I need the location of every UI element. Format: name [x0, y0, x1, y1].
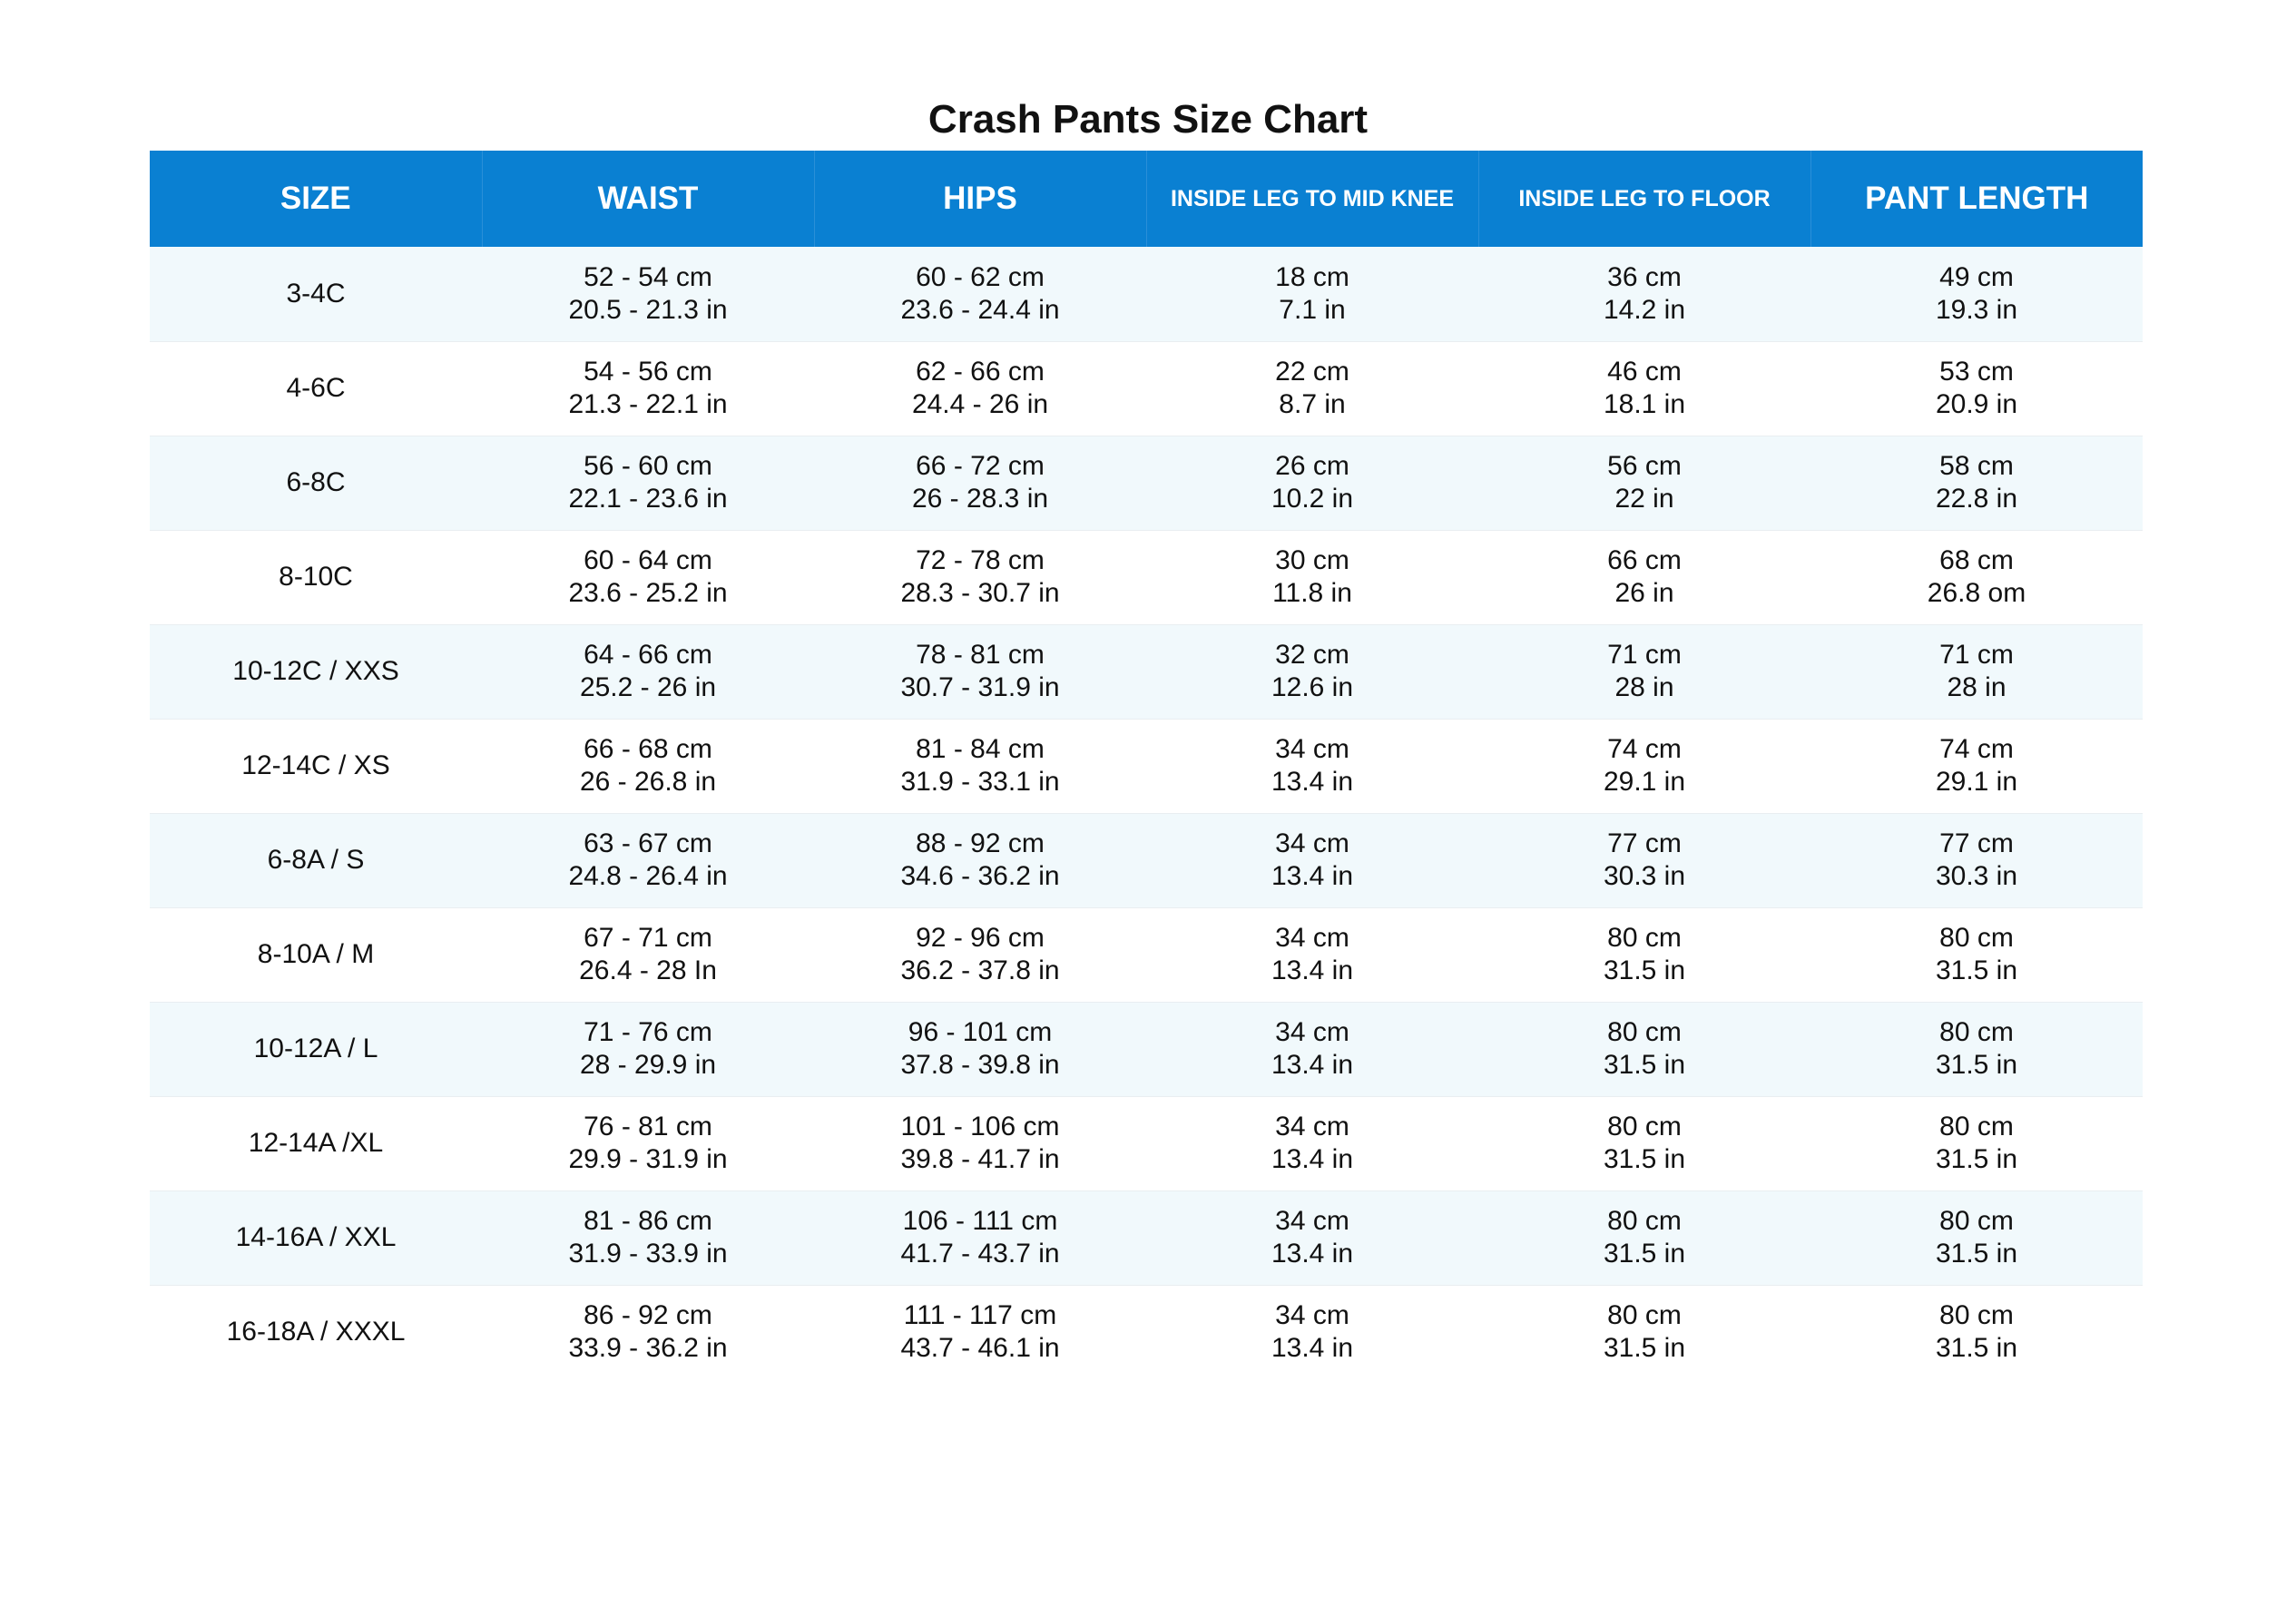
metric-value: 86 - 92 cm: [584, 1300, 712, 1331]
metric-value: 81 - 84 cm: [916, 734, 1045, 764]
imperial-value: 29.1 in: [1603, 767, 1686, 797]
table-row: [150, 1285, 2143, 1379]
metric-value: 32 cm: [1275, 640, 1349, 670]
imperial-value: 31.5 in: [1935, 1239, 2018, 1269]
cell-size: 12-14A /XL: [150, 1096, 482, 1190]
metric-value: 30 cm: [1275, 545, 1349, 575]
metric-value: 80 cm: [1607, 923, 1682, 953]
cell-size: 6-8A / S: [150, 813, 482, 907]
metric-value: 74 cm: [1607, 734, 1682, 764]
cell-pant-length: [1810, 813, 2143, 907]
metric-value: 78 - 81 cm: [916, 640, 1045, 670]
cell-pant-length: [1810, 341, 2143, 436]
cell-hips: [814, 247, 1146, 341]
cell-inside-leg-floor: [1478, 530, 1810, 624]
metric-value: 80 cm: [1939, 1112, 2014, 1141]
imperial-value: 28 in: [1614, 672, 1674, 702]
cell-inside-leg-floor: [1478, 436, 1810, 530]
metric-value: 58 cm: [1939, 451, 2014, 481]
cell-inside-leg-mid-knee: [1146, 247, 1478, 341]
cell-pant-length: [1810, 1096, 2143, 1190]
metric-value: 53 cm: [1939, 357, 2014, 387]
cell-waist: [482, 1002, 814, 1096]
imperial-value: 31.5 in: [1603, 955, 1686, 985]
imperial-value: 20.9 in: [1935, 389, 2018, 419]
imperial-value: 41.7 - 43.7 in: [900, 1239, 1060, 1269]
imperial-value: 33.9 - 36.2 in: [568, 1333, 728, 1364]
cell-pant-length: [1810, 1190, 2143, 1285]
metric-value: 34 cm: [1275, 923, 1349, 953]
imperial-value: 13.4 in: [1271, 767, 1354, 797]
imperial-value: 13.4 in: [1271, 861, 1354, 891]
imperial-value: 31.5 in: [1935, 1144, 2018, 1174]
cell-hips: [814, 436, 1146, 530]
metric-value: 80 cm: [1939, 1017, 2014, 1047]
cell-hips: [814, 1002, 1146, 1096]
metric-value: 34 cm: [1275, 1112, 1349, 1141]
imperial-value: 36.2 - 37.8 in: [900, 955, 1060, 985]
imperial-value: 24.4 - 26 in: [911, 389, 1049, 419]
header-inside-leg-floor: INSIDE LEG TO FLOOR: [1478, 151, 1810, 247]
cell-inside-leg-floor: [1478, 813, 1810, 907]
imperial-value: 29.1 in: [1935, 767, 2018, 797]
metric-value: 81 - 86 cm: [584, 1206, 712, 1236]
imperial-value: 23.6 - 25.2 in: [568, 578, 728, 608]
imperial-value: 26 - 28.3 in: [911, 484, 1049, 514]
table-row: [150, 624, 2143, 719]
metric-value: 60 - 62 cm: [916, 261, 1045, 292]
table-row: [150, 719, 2143, 813]
metric-value: 77 cm: [1607, 828, 1682, 858]
header-waist: WAIST: [482, 151, 814, 247]
imperial-value: 39.8 - 41.7 in: [900, 1144, 1060, 1174]
metric-value: 74 cm: [1939, 734, 2014, 764]
cell-waist: [482, 1190, 814, 1285]
imperial-value: 13.4 in: [1271, 1050, 1354, 1080]
metric-value: 56 cm: [1607, 451, 1682, 481]
imperial-value: 12.6 in: [1271, 672, 1354, 702]
metric-value: 106 - 111 cm: [902, 1206, 1058, 1236]
table-row: [150, 1096, 2143, 1190]
table-row: [150, 1190, 2143, 1285]
metric-value: 66 - 68 cm: [584, 734, 712, 764]
imperial-value: 26.4 - 28 In: [579, 955, 717, 985]
cell-waist: [482, 907, 814, 1002]
header-row: [150, 151, 2143, 247]
imperial-value: 28 in: [1947, 672, 2007, 702]
cell-inside-leg-mid-knee: [1146, 1285, 1478, 1379]
imperial-value: 10.2 in: [1271, 484, 1354, 514]
imperial-value: 23.6 - 24.4 in: [900, 294, 1060, 325]
cell-hips: [814, 624, 1146, 719]
metric-value: 80 cm: [1607, 1206, 1682, 1236]
table-row: [150, 341, 2143, 436]
metric-value: 71 cm: [1939, 640, 2014, 670]
metric-value: 34 cm: [1275, 1206, 1349, 1236]
cell-inside-leg-floor: [1478, 1096, 1810, 1190]
cell-pant-length: [1810, 530, 2143, 624]
metric-value: 96 - 101 cm: [908, 1017, 1053, 1047]
header-pant-length: PANT LENGTH: [1810, 151, 2143, 247]
metric-value: 46 cm: [1607, 357, 1682, 387]
metric-value: 36 cm: [1607, 261, 1682, 292]
table-row: [150, 907, 2143, 1002]
header-hips: HIPS: [814, 151, 1146, 247]
cell-waist: [482, 341, 814, 436]
metric-value: 18 cm: [1275, 261, 1349, 292]
metric-value: 54 - 56 cm: [584, 357, 712, 387]
imperial-value: 34.6 - 36.2 in: [900, 861, 1060, 891]
imperial-value: 22 in: [1614, 484, 1674, 514]
metric-value: 77 cm: [1939, 828, 2014, 858]
cell-size: 4-6C: [150, 341, 482, 436]
table-row: [150, 247, 2143, 341]
metric-value: 101 - 106 cm: [900, 1112, 1060, 1141]
imperial-value: 22.1 - 23.6 in: [568, 484, 728, 514]
imperial-value: 31.5 in: [1603, 1239, 1686, 1269]
cell-size: 10-12C / XXS: [150, 624, 482, 719]
cell-inside-leg-floor: [1478, 907, 1810, 1002]
cell-size: 10-12A / L: [150, 1002, 482, 1096]
cell-waist: [482, 1096, 814, 1190]
imperial-value: 13.4 in: [1271, 1239, 1354, 1269]
cell-pant-length: [1810, 907, 2143, 1002]
imperial-value: 20.5 - 21.3 in: [568, 294, 728, 325]
cell-hips: [814, 530, 1146, 624]
imperial-value: 7.1 in: [1279, 294, 1346, 325]
cell-inside-leg-floor: [1478, 624, 1810, 719]
cell-size: 14-16A / XXL: [150, 1190, 482, 1285]
cell-inside-leg-mid-knee: [1146, 436, 1478, 530]
metric-value: 22 cm: [1275, 357, 1349, 387]
imperial-value: 14.2 in: [1603, 294, 1686, 325]
metric-value: 72 - 78 cm: [916, 545, 1045, 575]
cell-waist: [482, 530, 814, 624]
page-title: Crash Pants Size Chart: [927, 97, 1369, 142]
header-inside-leg-mid-knee: INSIDE LEG TO MID KNEE: [1146, 151, 1478, 247]
metric-value: 34 cm: [1275, 1300, 1349, 1331]
imperial-value: 31.5 in: [1935, 955, 2018, 985]
imperial-value: 13.4 in: [1271, 955, 1354, 985]
cell-pant-length: [1810, 719, 2143, 813]
metric-value: 68 cm: [1939, 545, 2014, 575]
table-row: [150, 530, 2143, 624]
cell-inside-leg-floor: [1478, 1190, 1810, 1285]
cell-inside-leg-floor: [1478, 341, 1810, 436]
imperial-value: 31.5 in: [1935, 1050, 2018, 1080]
cell-inside-leg-mid-knee: [1146, 813, 1478, 907]
cell-inside-leg-mid-knee: [1146, 719, 1478, 813]
imperial-value: 25.2 - 26 in: [579, 672, 717, 702]
cell-inside-leg-floor: [1478, 1002, 1810, 1096]
imperial-value: 31.9 - 33.1 in: [900, 767, 1060, 797]
imperial-value: 31.5 in: [1603, 1144, 1686, 1174]
table-row: [150, 813, 2143, 907]
metric-value: 56 - 60 cm: [584, 451, 712, 481]
metric-value: 67 - 71 cm: [584, 923, 712, 953]
cell-inside-leg-floor: [1478, 1285, 1810, 1379]
metric-value: 26 cm: [1275, 451, 1349, 481]
imperial-value: 30.3 in: [1603, 861, 1686, 891]
imperial-value: 31.5 in: [1935, 1333, 2018, 1364]
cell-waist: [482, 813, 814, 907]
imperial-value: 37.8 - 39.8 in: [900, 1050, 1060, 1080]
imperial-value: 31.9 - 33.9 in: [568, 1239, 728, 1269]
cell-size: 16-18A / XXXL: [226, 1317, 406, 1347]
table-row: [150, 436, 2143, 530]
cell-waist: [482, 247, 814, 341]
metric-value: 80 cm: [1607, 1017, 1682, 1047]
imperial-value: 30.7 - 31.9 in: [900, 672, 1060, 702]
imperial-value: 28.3 - 30.7 in: [900, 578, 1060, 608]
metric-value: 60 - 64 cm: [584, 545, 712, 575]
metric-value: 71 - 76 cm: [584, 1017, 712, 1047]
cell-size: 8-10C: [150, 530, 482, 624]
cell-waist: [482, 719, 814, 813]
imperial-value: 13.4 in: [1271, 1333, 1354, 1364]
cell-pant-length: [1810, 624, 2143, 719]
cell-inside-leg-mid-knee: [1146, 341, 1478, 436]
metric-value: 66 - 72 cm: [916, 451, 1045, 481]
imperial-value: 24.8 - 26.4 in: [568, 861, 728, 891]
imperial-value: 8.7 in: [1279, 389, 1346, 419]
imperial-value: 19.3 in: [1935, 294, 2018, 325]
header-size: SIZE: [150, 151, 482, 247]
cell-hips: [814, 907, 1146, 1002]
cell-inside-leg-mid-knee: [1146, 1002, 1478, 1096]
metric-value: 80 cm: [1939, 1206, 2014, 1236]
metric-value: 80 cm: [1607, 1112, 1682, 1141]
imperial-value: 31.5 in: [1603, 1333, 1686, 1364]
cell-hips: [814, 1285, 1146, 1379]
cell-size: 6-8C: [150, 436, 482, 530]
table-row: [150, 1002, 2143, 1096]
cell-inside-leg-mid-knee: [1146, 1190, 1478, 1285]
metric-value: 66 cm: [1607, 545, 1682, 575]
imperial-value: 18.1 in: [1603, 389, 1686, 419]
cell-hips: [814, 719, 1146, 813]
metric-value: 63 - 67 cm: [584, 828, 712, 858]
metric-value: 111 - 117 cm: [903, 1300, 1057, 1331]
cell-waist: [482, 1285, 814, 1379]
metric-value: 80 cm: [1939, 1300, 2014, 1331]
imperial-value: 26 in: [1614, 578, 1674, 608]
cell-pant-length: [1810, 1285, 2143, 1379]
metric-value: 76 - 81 cm: [584, 1112, 712, 1141]
metric-value: 92 - 96 cm: [916, 923, 1045, 953]
metric-value: 34 cm: [1275, 828, 1349, 858]
metric-value: 52 - 54 cm: [584, 261, 712, 292]
metric-value: 64 - 66 cm: [584, 640, 712, 670]
metric-value: 49 cm: [1939, 261, 2014, 292]
imperial-value: 30.3 in: [1935, 861, 2018, 891]
size-chart-table: [150, 151, 2143, 1379]
metric-value: 34 cm: [1275, 734, 1349, 764]
cell-inside-leg-floor: [1478, 247, 1810, 341]
imperial-value: 28 - 29.9 in: [579, 1050, 717, 1080]
metric-value: 88 - 92 cm: [916, 828, 1045, 858]
cell-inside-leg-mid-knee: [1146, 907, 1478, 1002]
cell-inside-leg-mid-knee: [1146, 530, 1478, 624]
cell-waist: [482, 624, 814, 719]
cell-inside-leg-mid-knee: [1146, 1096, 1478, 1190]
imperial-value: 26.8 om: [1927, 578, 2026, 608]
cell-pant-length: [1810, 436, 2143, 530]
imperial-value: 11.8 in: [1272, 578, 1352, 608]
metric-value: 80 cm: [1607, 1300, 1682, 1331]
cell-hips: [814, 1190, 1146, 1285]
cell-waist: [482, 436, 814, 530]
cell-hips: [814, 813, 1146, 907]
metric-value: 34 cm: [1275, 1017, 1349, 1047]
cell-pant-length: [1810, 247, 2143, 341]
cell-inside-leg-floor: [1478, 719, 1810, 813]
cell-pant-length: [1810, 1002, 2143, 1096]
imperial-value: 31.5 in: [1603, 1050, 1686, 1080]
cell-size: 8-10A / M: [150, 907, 482, 1002]
imperial-value: 29.9 - 31.9 in: [568, 1144, 728, 1174]
table-body: [150, 247, 2143, 1379]
imperial-value: 43.7 - 46.1 in: [900, 1333, 1060, 1364]
imperial-value: 22.8 in: [1935, 484, 2018, 514]
cell-hips: [814, 341, 1146, 436]
cell-size: 12-14C / XS: [150, 719, 482, 813]
cell-size: 3-4C: [150, 247, 482, 341]
metric-value: 71 cm: [1607, 640, 1682, 670]
cell-inside-leg-mid-knee: [1146, 624, 1478, 719]
metric-value: 62 - 66 cm: [916, 357, 1045, 387]
imperial-value: 21.3 - 22.1 in: [568, 389, 728, 419]
table-header: [150, 151, 2143, 247]
metric-value: 80 cm: [1939, 923, 2014, 953]
cell-hips: [814, 1096, 1146, 1190]
imperial-value: 13.4 in: [1271, 1144, 1354, 1174]
imperial-value: 26 - 26.8 in: [579, 767, 717, 797]
